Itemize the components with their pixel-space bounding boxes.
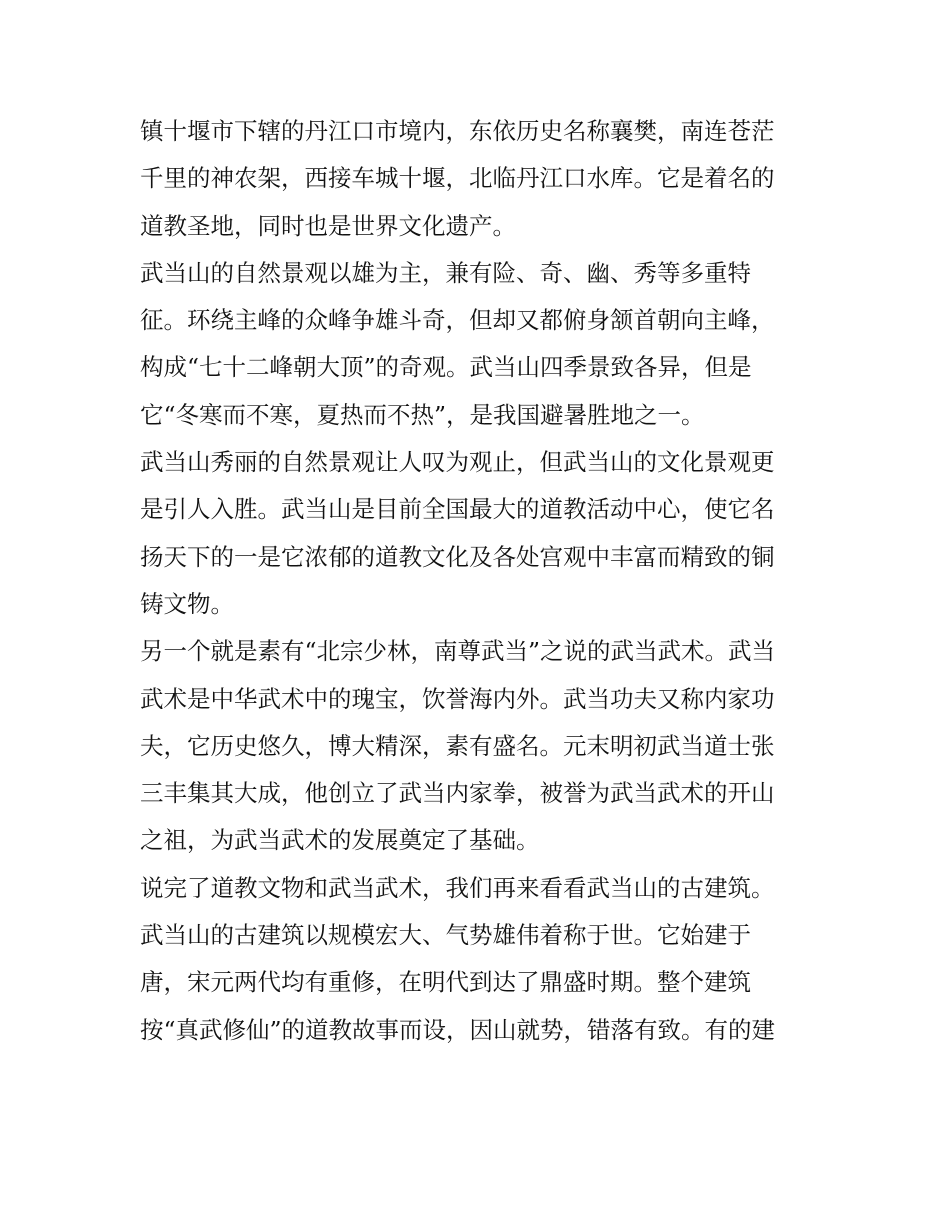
- text-line: 武当山的自然景观以雄为主，兼有险、奇、幽、秀等多重特: [140, 258, 751, 287]
- text-line: 按“真武修仙”的道教故事而设，因山就势，错落有致。有的建: [140, 1015, 776, 1044]
- text-line: 道教圣地，同时也是世界文化遗产。: [140, 211, 516, 240]
- text-line: 征。环绕主峰的众峰争雄斗奇，但却又都俯身颔首朝向主峰，: [140, 306, 775, 335]
- text-line: 武当山的古建筑以规模宏大、气势雄伟着称于世。它始建于: [140, 921, 751, 950]
- text-line: 之祖，为武当武术的发展奠定了基础。: [140, 826, 540, 855]
- text-line: 武术是中华武术中的瑰宝，饮誉海内外。武当功夫又称内家功: [140, 684, 775, 713]
- text-line: 它“冬寒而不寒，夏热而不热”，是我国避暑胜地之一。: [140, 400, 705, 429]
- text-line: 夫，它历史悠久，博大精深，素有盛名。元末明初武当道士张: [140, 731, 775, 760]
- body-text: [140, 108, 820, 1054]
- text-line: 说完了道教文物和武当武术，我们再来看看武当山的古建筑。: [140, 873, 775, 902]
- text-line: 铸文物。: [140, 589, 234, 618]
- text-line: 镇十堰市下辖的丹江口市境内，东依历史名称襄樊，南连苍茫: [140, 117, 775, 145]
- text-line: 武当山秀丽的自然景观让人叹为观止，但武当山的文化景观更: [140, 448, 775, 477]
- text-line: 唐，宋元两代均有重修，在明代到达了鼎盛时期。整个建筑: [140, 968, 751, 997]
- text-line: 构成“七十二峰朝大顶”的奇观。武当山四季景致各异，但是: [140, 353, 752, 382]
- text-line: 千里的神农架，西接车城十堰，北临丹江口水库。它是着名的: [140, 164, 775, 193]
- text-line: 是引人入胜。武当山是目前全国最大的道教活动中心，使它名: [140, 495, 775, 524]
- text-line: 另一个就是素有“北宗少林，南尊武当”之说的武当武术。武当: [140, 637, 776, 666]
- text-line: 扬天下的一是它浓郁的道教文化及各处宫观中丰富而精致的铜: [140, 542, 775, 571]
- text-line: 三丰集其大成，他创立了武当内家拳，被誉为武当武术的开山: [140, 779, 775, 808]
